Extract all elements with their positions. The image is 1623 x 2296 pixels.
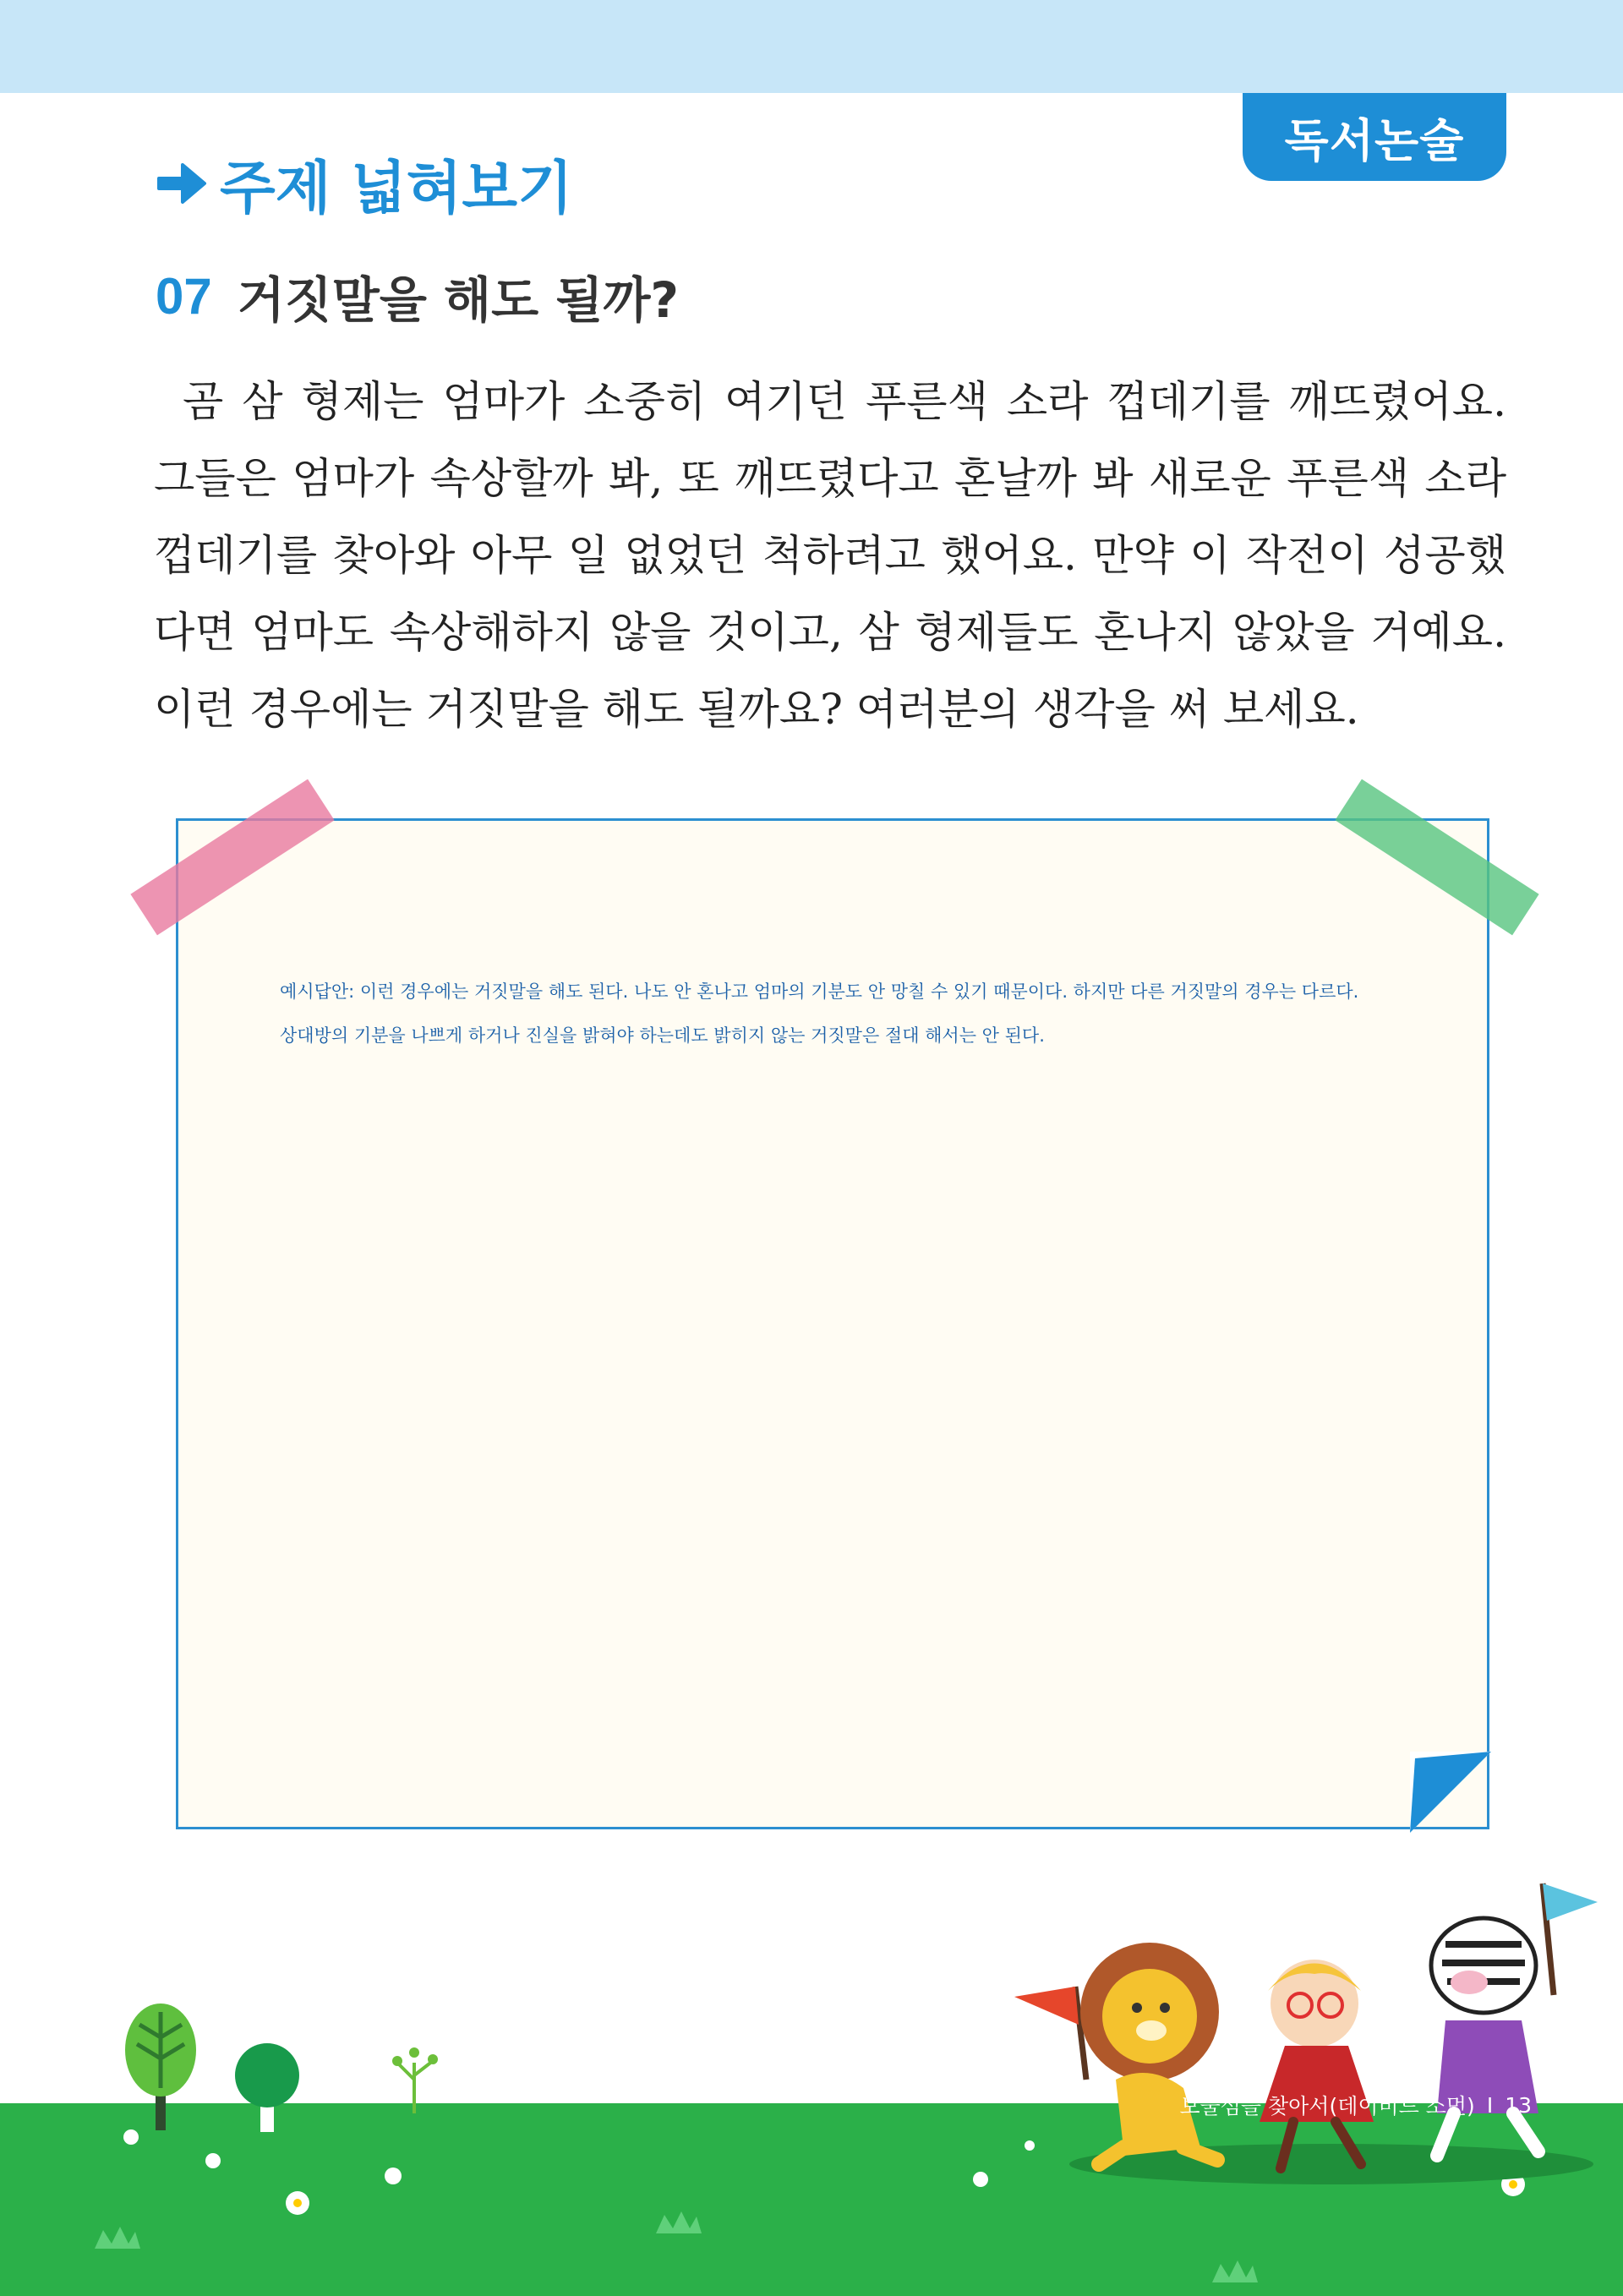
question-number: 07 <box>156 267 212 325</box>
question-title: 거짓말을 해도 될까? <box>237 271 680 329</box>
flag-icon <box>1543 1883 1598 1921</box>
grass-tuft-icon <box>95 2211 1258 2282</box>
footer-separator: I <box>1486 2092 1494 2118</box>
page-footer <box>1179 2090 1532 2120</box>
lion-character <box>1014 1943 1219 2164</box>
book-title: 보물섬을 찾아서(데이비드 소먼) <box>1179 2094 1475 2118</box>
tree-icon <box>235 2043 299 2132</box>
girl-character <box>1260 1960 1374 2168</box>
category-tag: 독서논술 <box>1243 93 1506 181</box>
page-number: 13 <box>1505 2092 1532 2118</box>
example-answer: 예시답안: 이런 경우에는 거짓말을 해도 된다. 나도 안 혼나고 엄마의 기분도 안 망칠 수 있기 때문이다. 하지만 다른 거짓말의 경우는 다르다. 상대방의 기분을 나쁘게 하거나 진실을 밝혀야 하는데도 밝히지 않는 거짓말은 절대 해서는 안 된다. <box>280 981 1359 1046</box>
tree-icon <box>392 2047 438 2113</box>
question-paragraph: 곰 삼 형제는 엄마가 소중히 여기던 푸른색 소라 껍데기를 깨뜨렸어요. 그들은 엄마가 속상할까 봐, 또 깨뜨렸다고 혼날까 봐 새로운 푸른색 소라 껍데기를 찾아와 아무 일 없었던 척하려고 했어요. 만약 이 작전이 성공했다면 엄마도 속상해하지 않을 것이고, 삼 형제들도 혼나지 않았을 거예요. 이런 경우에는 거짓말을 해도 될까요? 여러분의 생각을 써 보세요. <box>154 377 1506 734</box>
flag-icon <box>1014 1987 1079 2025</box>
section-title: 주제 넓혀보기 <box>220 155 573 222</box>
tree-icon <box>125 2004 196 2130</box>
